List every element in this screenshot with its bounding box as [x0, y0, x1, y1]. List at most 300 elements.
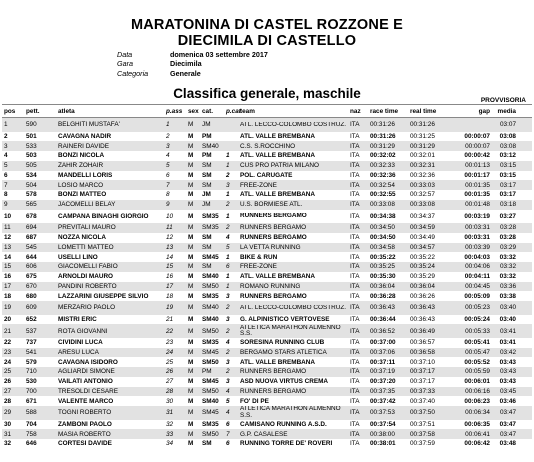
cell-pass: 23 [166, 339, 174, 347]
cell-naz: ITA [350, 282, 360, 290]
cell-naz: ITA [350, 378, 360, 386]
cell-real-time: 00:31:26 [410, 121, 435, 129]
cell-pos: 25 [4, 368, 12, 376]
cell-media: 03:43 [500, 368, 516, 376]
results-table [2, 104, 532, 449]
cell-pcat: 2 [226, 348, 230, 356]
table-row [2, 439, 532, 449]
cell-real-time: 00:37:33 [410, 387, 435, 395]
table-row [2, 252, 532, 262]
cell-sex: M [188, 368, 194, 376]
cell-real-time: 00:37:51 [410, 420, 435, 428]
cell-gap: 00:01:13 [465, 162, 490, 170]
cell-real-time: 00:31:25 [410, 132, 435, 140]
cell-media: 03:07 [500, 121, 516, 129]
cell-real-time: 00:37:58 [410, 430, 435, 438]
cell-cat: SM [202, 243, 212, 251]
cell-naz: ITA [350, 409, 360, 417]
cell-team: ASD NUOVA VIRTUS CREMA [240, 378, 329, 386]
cell-naz: ITA [350, 430, 360, 438]
table-body [2, 118, 532, 449]
cell-naz: ITA [350, 368, 360, 376]
table-row [2, 357, 532, 367]
cell-cat: SM45 [202, 378, 219, 386]
event-title-line1: MARATONINA DI CASTEL ROZZONE E [130, 17, 404, 33]
cell-media: 03:18 [500, 201, 516, 209]
cell-naz: ITA [350, 234, 360, 242]
cell-media: 03:47 [500, 409, 516, 417]
cell-race-time: 00:37:20 [370, 378, 396, 386]
cell-race-time: 00:31:29 [370, 142, 395, 150]
cell-athlete: MERZARIO PAOLO [58, 304, 116, 312]
cell-gap: 00:05:59 [465, 368, 490, 376]
cell-naz: ITA [350, 201, 360, 209]
cell-media: 03:08 [499, 132, 516, 140]
cell-sex: M [188, 440, 194, 448]
cell-cat: JM [202, 121, 211, 129]
cell-cat: PM [202, 368, 212, 376]
table-row [2, 429, 532, 439]
cell-pos: 31 [4, 430, 12, 438]
cell-race-time: 00:37:11 [370, 358, 396, 366]
cell-pett: 704 [26, 420, 37, 428]
cell-pett: 503 [26, 152, 37, 160]
cell-sex: M [188, 315, 194, 323]
cell-pos: 19 [4, 304, 12, 312]
cell-naz: ITA [350, 315, 360, 323]
cell-pcat: 1 [226, 282, 230, 290]
cell-naz: ITA [350, 348, 360, 356]
cell-sex: M [188, 253, 194, 261]
cell-media: 03:40 [499, 315, 516, 323]
cell-naz: ITA [350, 397, 360, 405]
cell-athlete: NOZZA NICOLA [58, 234, 107, 242]
cell-pett: 501 [26, 132, 37, 140]
cell-gap: 00:03:31 [465, 224, 490, 232]
cell-pass: 6 [166, 171, 170, 179]
cell-pass: 11 [166, 224, 173, 232]
cell-sex: M [188, 420, 194, 428]
cell-race-time: 00:32:33 [370, 162, 395, 170]
cell-gap: 00:06:35 [464, 420, 490, 428]
cell-team: FREE-ZONE [240, 263, 277, 271]
cell-pass: 30 [166, 397, 174, 405]
table-row [2, 161, 532, 171]
meta-race-value: Diecimila [170, 59, 202, 69]
cell-athlete: MASIA ROBERTO [58, 430, 111, 438]
cell-cat: SM35 [202, 292, 219, 300]
cell-pcat: 3 [226, 358, 230, 366]
cell-gap: 00:05:47 [465, 348, 490, 356]
cell-pos: 26 [4, 378, 12, 386]
cell-athlete: MANDELLI LORIS [58, 171, 113, 179]
cell-pcat: 7 [226, 430, 230, 438]
cell-pos: 13 [4, 243, 12, 251]
cell-real-time: 00:34:49 [410, 234, 435, 242]
cell-race-time: 00:37:54 [370, 420, 396, 428]
cell-cat: SM40 [202, 397, 219, 405]
table-row [2, 151, 532, 161]
table-row [2, 420, 532, 430]
cell-pcat: 1 [226, 212, 230, 220]
cell-pett: 534 [26, 171, 37, 179]
cell-athlete: CAVAGNA ISIDORO [58, 358, 118, 366]
cell-pass: 19 [166, 304, 174, 312]
cell-pett: 537 [26, 327, 37, 335]
cell-pcat: 6 [226, 440, 230, 448]
cell-team: FO' DI PE [240, 397, 269, 405]
col-pett: pett. [26, 107, 40, 115]
cell-cat: SM35 [202, 224, 219, 232]
cell-sex: M [188, 142, 194, 150]
col-cat: cat. [202, 107, 214, 115]
table-row [2, 315, 532, 325]
cell-team: U.S. BORMIESE ATL. [240, 201, 303, 209]
cell-pos: 17 [4, 282, 12, 290]
cell-pett: 590 [26, 121, 37, 129]
table-row [2, 141, 532, 151]
col-sex: sex [188, 107, 199, 115]
cell-pass: 21 [166, 315, 174, 323]
cell-naz: ITA [350, 152, 360, 160]
cell-real-time: 00:32:31 [410, 162, 435, 170]
table-row [2, 223, 532, 233]
cell-pett: 652 [26, 315, 37, 323]
cell-real-time: 00:35:29 [410, 273, 435, 281]
cell-naz: ITA [350, 162, 360, 170]
cell-pos: 5 [4, 162, 8, 170]
cell-pcat: 5 [226, 243, 230, 251]
event-title-line2: DIECIMILA DI CASTELLO [177, 33, 357, 49]
cell-sex: M [188, 387, 194, 395]
meta-date-label: Data [117, 49, 133, 59]
cell-gap: 00:05:24 [464, 315, 490, 323]
cell-team: BIKE & RUN [240, 253, 278, 261]
cell-race-time: 00:32:36 [370, 171, 396, 179]
cell-cat: PM [202, 132, 212, 140]
cell-cat: JM [202, 201, 211, 209]
cell-race-time: 00:36:44 [370, 315, 396, 323]
cell-pass: 9 [166, 201, 170, 209]
cell-pos: 6 [4, 171, 8, 179]
cell-pcat: 4 [226, 234, 230, 242]
cell-team: RUNNERS BERGAMO [240, 234, 307, 242]
cell-pos: 32 [4, 440, 12, 448]
cell-athlete: LAZZARINI GIUSEPPE SILVIO [58, 292, 149, 300]
cell-pass: 5 [166, 162, 170, 170]
cell-pcat: 1 [226, 253, 230, 261]
cell-media: 03:08 [500, 142, 516, 150]
col-pos: pos [4, 107, 16, 115]
cell-real-time: 00:31:29 [410, 142, 435, 150]
cell-team: RUNNERS BERGAMO [240, 368, 307, 376]
cell-real-time: 00:37:59 [410, 440, 435, 448]
cell-sex: M [188, 181, 194, 189]
cell-pett: 505 [26, 162, 37, 170]
cell-naz: ITA [350, 142, 360, 150]
cell-pcat: 2 [226, 171, 230, 179]
cell-real-time: 00:36:04 [410, 282, 435, 290]
cell-pass: 4 [166, 152, 170, 160]
cell-gap: 00:01:17 [464, 171, 490, 179]
table-row [2, 338, 532, 348]
cell-sex: M [188, 273, 194, 281]
cell-team: BERGAMO STARS ATLETICA [240, 348, 327, 356]
cell-gap: 00:00:07 [465, 142, 490, 150]
cell-athlete: LOSIO MARCO [58, 181, 104, 189]
cell-cat: SM40 [202, 273, 219, 281]
event-meta [117, 50, 268, 79]
cell-naz: ITA [350, 339, 360, 347]
table-row [2, 233, 532, 243]
cell-athlete: BELGHITI MUSTAFA' [58, 121, 120, 129]
cell-athlete: ZAHIR ZOHAIR [58, 162, 104, 170]
cell-pcat: 1 [226, 273, 230, 281]
cell-athlete: PREVITALI MAURO [58, 224, 116, 232]
cell-athlete: ROTA GIOVANNI [58, 327, 108, 335]
cell-sex: M [188, 378, 194, 386]
cell-pett: 700 [26, 387, 37, 395]
cell-naz: ITA [350, 191, 360, 199]
cell-gap: 00:00:42 [464, 152, 490, 160]
cell-race-time: 00:37:35 [370, 387, 395, 395]
cell-team: RUNNERS BERGAMO [240, 387, 307, 395]
cell-real-time: 00:34:37 [410, 212, 435, 220]
cell-team: ATL. VALLE BREMBANA [240, 152, 316, 160]
cell-pcat: 2 [226, 201, 230, 209]
cell-pcat: 2 [226, 224, 230, 232]
cell-media: 03:41 [500, 327, 516, 335]
col-gap: gap [478, 107, 490, 115]
cell-real-time: 00:36:26 [410, 292, 435, 300]
cell-gap: 00:01:35 [465, 181, 490, 189]
cell-cat: SM50 [202, 327, 219, 335]
cell-pcat: 5 [226, 397, 230, 405]
cell-cat: SM40 [202, 304, 219, 312]
cell-pass: 1 [166, 121, 170, 129]
cell-cat: SM35 [202, 420, 219, 428]
cell-cat: SM [202, 171, 212, 179]
table-row [2, 262, 532, 272]
cell-pcat: 2 [226, 327, 230, 335]
table-row [2, 190, 532, 200]
cell-sex: M [188, 234, 194, 242]
cell-real-time: 00:37:40 [410, 397, 435, 405]
cell-pett: 737 [26, 339, 37, 347]
cell-team: SORESINA RUNNING CLUB [240, 339, 325, 347]
cell-media: 03:46 [499, 397, 516, 405]
cell-naz: ITA [350, 273, 360, 281]
cell-real-time: 00:36:58 [410, 348, 435, 356]
cell-gap: 00:04:06 [465, 263, 490, 271]
cell-athlete: ARESU LUCA [58, 348, 99, 356]
table-row [2, 348, 532, 358]
cell-naz: ITA [350, 420, 360, 428]
cell-naz: ITA [350, 253, 360, 261]
col-real-time: real time [410, 107, 437, 115]
cell-pett: 533 [26, 142, 37, 150]
cell-media: 03:12 [499, 152, 516, 160]
cell-cat: SM40 [202, 142, 219, 150]
cell-naz: ITA [350, 121, 360, 129]
cell-team: ATL. VALLE BREMBANA [240, 273, 316, 281]
cell-race-time: 00:31:26 [370, 132, 396, 140]
classification-title: Classifica generale, maschile [173, 86, 361, 101]
cell-gap: 00:06:34 [465, 409, 490, 417]
cell-pos: 9 [4, 201, 8, 209]
cell-media: 03:42 [500, 348, 516, 356]
cell-cat: SM45 [202, 253, 219, 261]
cell-sex: M [188, 243, 194, 251]
cell-team: ROMANO RUNNING [240, 282, 301, 290]
cell-athlete: AGLIARDI SIMONE [58, 368, 115, 376]
cell-media: 03:36 [500, 282, 516, 290]
col-media: media [497, 107, 516, 115]
cell-naz: ITA [350, 358, 360, 366]
cell-cat: SM [202, 263, 212, 271]
cell-real-time: 00:35:24 [410, 263, 435, 271]
cell-media: 03:32 [500, 263, 516, 271]
table-row [2, 291, 532, 301]
cell-pass: 13 [166, 243, 174, 251]
cell-team: ATL. LECCO-COLOMBO COSTRUZ. [240, 304, 347, 311]
cell-pass: 27 [166, 378, 174, 386]
cell-team: RUNNING TORRE DE' ROVERI [240, 440, 333, 448]
cell-pass: 25 [166, 358, 174, 366]
table-row [2, 243, 532, 253]
cell-race-time: 00:36:04 [370, 282, 395, 290]
cell-pass: 32 [166, 420, 174, 428]
cell-race-time: 00:31:26 [370, 121, 395, 129]
cell-pos: 4 [4, 152, 8, 160]
cell-athlete: BONZI MATTEO [58, 191, 107, 199]
cell-naz: ITA [350, 224, 360, 232]
cell-sex: M [188, 409, 194, 417]
cell-naz: ITA [350, 212, 360, 220]
cell-pcat: 1 [226, 152, 230, 160]
cell-media: 03:41 [499, 339, 516, 347]
cell-pos: 11 [4, 224, 11, 232]
cell-sex: M [188, 430, 194, 438]
cell-athlete: VALENTE MARCO [58, 397, 114, 405]
cell-pos: 21 [4, 327, 12, 335]
cell-race-time: 00:36:52 [370, 327, 395, 335]
cell-cat: SM50 [202, 282, 219, 290]
cell-pcat: 3 [226, 315, 230, 323]
cell-sex: M [188, 339, 194, 347]
cell-pass: 3 [166, 142, 170, 150]
cell-media: 03:29 [500, 243, 516, 251]
cell-media: 03:28 [500, 224, 516, 232]
cell-pcat: 6 [226, 263, 230, 271]
cell-race-time: 00:32:55 [370, 191, 396, 199]
cell-gap: 00:06:42 [464, 440, 490, 448]
cell-pcat: 4 [226, 387, 230, 395]
cell-media: 03:43 [499, 378, 516, 386]
cell-pos: 14 [4, 253, 12, 261]
cell-pos: 16 [4, 273, 12, 281]
cell-athlete: USELLI LINO [58, 253, 98, 261]
cell-pos: 28 [4, 397, 12, 405]
table-row [2, 324, 532, 338]
cell-cat: SM35 [202, 339, 219, 347]
cell-pett: 606 [26, 263, 37, 271]
cell-naz: ITA [350, 132, 360, 140]
cell-real-time: 00:37:50 [410, 409, 435, 417]
cell-sex: M [188, 201, 194, 209]
cell-race-time: 00:32:54 [370, 181, 395, 189]
cell-race-time: 00:34:58 [370, 243, 395, 251]
cell-real-time: 00:34:59 [410, 224, 435, 232]
cell-media: 03:32 [499, 273, 516, 281]
table-row [2, 406, 532, 420]
cell-race-time: 00:34:50 [370, 234, 396, 242]
cell-sex: M [188, 152, 194, 160]
meta-date-value: domenica 03 settembre 2017 [170, 49, 268, 59]
col-atleta: atleta [58, 107, 75, 115]
cell-gap: 00:06:16 [465, 387, 490, 395]
cell-pos: 29 [4, 409, 12, 417]
cell-race-time: 00:35:30 [370, 273, 396, 281]
cell-media: 03:43 [499, 358, 516, 366]
cell-real-time: 00:34:57 [410, 243, 435, 251]
cell-pass: 34 [166, 440, 174, 448]
cell-race-time: 00:37:19 [370, 368, 395, 376]
cell-pos: 18 [4, 292, 12, 300]
table-row [2, 272, 532, 282]
cell-pcat: 3 [226, 181, 230, 189]
cell-gap: 00:05:09 [464, 292, 490, 300]
cell-real-time: 00:33:03 [410, 181, 435, 189]
cell-media: 03:40 [500, 304, 516, 312]
cell-real-time: 00:36:49 [410, 327, 435, 335]
cell-sex: M [188, 292, 194, 300]
table-row [2, 377, 532, 387]
cell-pos: 27 [4, 387, 12, 395]
cell-pos: 10 [4, 212, 12, 220]
cell-pett: 578 [26, 191, 37, 199]
cell-team: ATL. VALLE BREMBANA [240, 132, 316, 140]
cell-pos: 2 [4, 132, 8, 140]
cell-cat: PM [202, 152, 212, 160]
meta-date [117, 50, 268, 60]
cell-pos: 22 [4, 339, 12, 347]
cell-cat: SM [202, 181, 212, 189]
cell-athlete: TOGNI ROBERTO [58, 409, 112, 417]
cell-pos: 30 [4, 420, 12, 428]
cell-race-time: 00:36:43 [370, 304, 395, 312]
cell-race-time: 00:35:25 [370, 263, 395, 271]
cell-pass: 17 [166, 282, 174, 290]
table-header [2, 104, 532, 118]
cell-cat: SM50 [202, 387, 219, 395]
cell-pass: 28 [166, 387, 174, 395]
cell-athlete: ARNOLDI MAURO [58, 273, 114, 281]
cell-naz: ITA [350, 243, 360, 251]
cell-pett: 675 [26, 273, 37, 281]
cell-athlete: LOMETTI MATTEO [58, 243, 114, 251]
cell-sex: M [188, 121, 194, 129]
cell-pos: 23 [4, 348, 12, 356]
cell-race-time: 00:36:28 [370, 292, 396, 300]
cell-athlete: JACOMELLI BELAY [58, 201, 116, 209]
cell-pos: 1 [4, 121, 8, 129]
cell-pett: 646 [26, 440, 37, 448]
cell-race-time: 00:34:38 [370, 212, 396, 220]
cell-pos: 20 [4, 315, 12, 323]
table-row [2, 396, 532, 406]
cell-race-time: 00:33:08 [370, 201, 395, 209]
